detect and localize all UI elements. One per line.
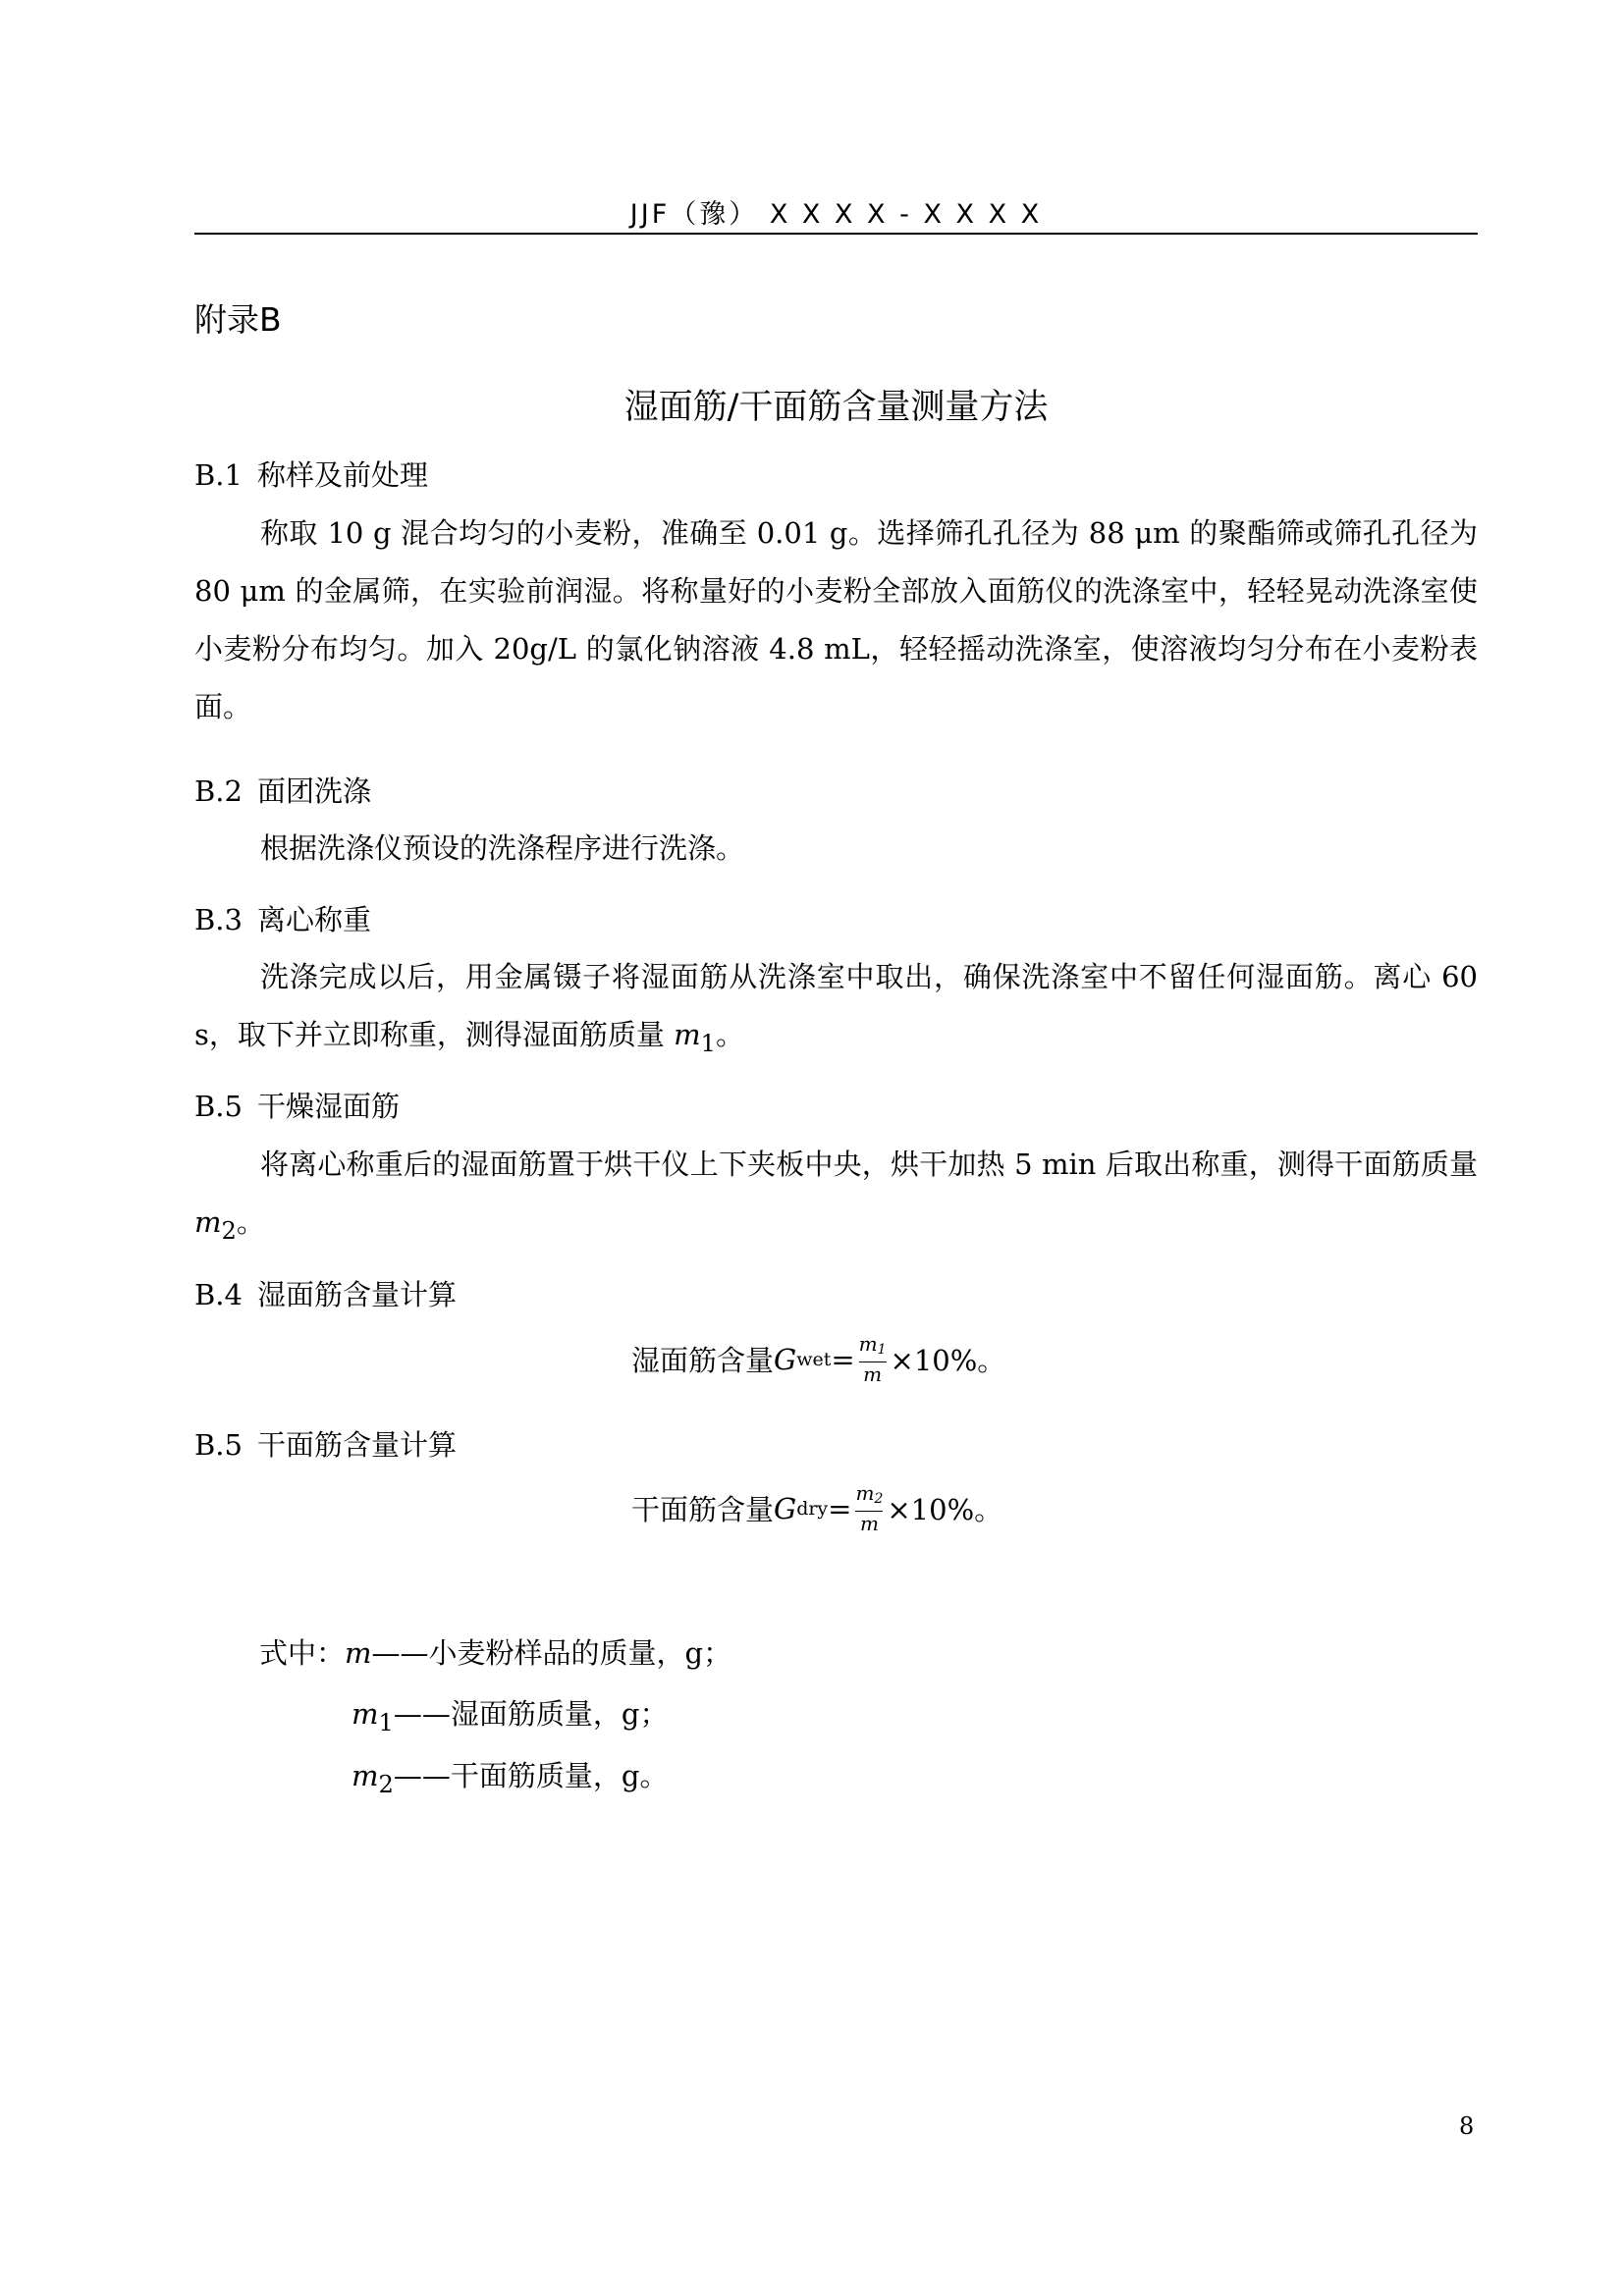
formula-label: 湿面筋含量 — [631, 1344, 775, 1377]
running-header: JJF（豫） X X X X - X X X X — [629, 199, 1043, 230]
legend-description: ——小麦粉样品的质量，g； — [371, 1636, 732, 1670]
paragraph-end: 。 — [715, 1018, 744, 1051]
fraction-denominator: m — [859, 1512, 879, 1535]
header-rule — [194, 233, 1478, 235]
variable-symbol: m — [194, 1205, 222, 1239]
fraction — [855, 1482, 883, 1534]
formula-label: 干面筋含量 — [631, 1493, 775, 1526]
legend-description: ——湿面筋质量，g； — [393, 1697, 669, 1731]
formula-subscript: dry — [796, 1497, 829, 1520]
page-title: 湿面筋/干面筋含量测量方法 — [623, 388, 1049, 427]
formula-symbol: G — [774, 1342, 797, 1376]
paragraph-text: 将离心称重后的湿面筋置于烘干仪上下夹板中央，烘干加热 5 min 后取出称重，测得干面筋质量 — [260, 1148, 1478, 1181]
legend-symbol: m — [352, 1697, 379, 1731]
section-number: B.5 — [194, 1090, 243, 1123]
paragraph-end: 。 — [236, 1205, 265, 1239]
formula-subscript: wet — [796, 1348, 832, 1370]
numerator-symbol: m — [855, 1481, 875, 1505]
section-number: B.2 — [194, 774, 243, 808]
section-heading-b4 — [194, 1273, 457, 1313]
paragraph-b3 — [194, 948, 1478, 1073]
section-number: B.4 — [194, 1278, 243, 1311]
legend-line-m — [259, 1631, 731, 1672]
section-title: 干面筋含量计算 — [257, 1428, 458, 1462]
fraction-numerator — [859, 1333, 887, 1361]
section-heading-b2 — [194, 770, 371, 810]
numerator-symbol: m — [858, 1332, 878, 1356]
equals-sign: = — [831, 1342, 855, 1376]
section-heading-b5-drying — [194, 1085, 400, 1125]
paragraph-b2: 根据洗涤仪预设的洗涤程序进行洗涤。 — [260, 831, 745, 865]
legend-symbol: m — [352, 1759, 379, 1792]
fraction-numerator — [855, 1482, 883, 1510]
section-heading-b5-calc — [194, 1423, 457, 1464]
variable-subscript: 1 — [700, 1029, 716, 1057]
paragraph-b1: 称取 10 g 混合均匀的小麦粉，准确至 0.01 g。选择筛孔孔径为 88 μm 的聚酯筛或筛孔孔径为 80 μm 的金属筛，在实验前润湿。将称量好的小麦粉全部放入面筋仪的洗涤室中，轻轻晃动洗涤室使小麦粉分布均匀。加入 20g/L 的氯化钠溶液 4.8 mL，轻轻摇动洗涤室，使溶液均匀分布在小麦粉表面。 — [194, 516, 1478, 723]
equals-sign: = — [828, 1491, 852, 1525]
legend-line-m1 — [352, 1692, 668, 1736]
section-number: B.3 — [194, 903, 243, 936]
numerator-subscript: 2 — [874, 1491, 884, 1507]
legend-subscript: 1 — [378, 1708, 394, 1736]
appendix-label: 附录B — [194, 300, 282, 339]
section-title: 湿面筋含量计算 — [257, 1278, 458, 1311]
fraction-denominator: m — [863, 1362, 883, 1386]
variable-subscript: 2 — [221, 1216, 237, 1245]
section-title: 面团洗涤 — [257, 774, 372, 808]
numerator-subscript: 1 — [877, 1342, 887, 1358]
page-number: 8 — [1459, 2112, 1475, 2140]
paragraph-text: 洗涤完成以后，用金属镊子将湿面筋从洗涤室中取出，确保洗涤室中不留任何湿面筋。离心 60 s，取下并立即称重，测得湿面筋质量 — [194, 960, 1478, 1051]
section-title: 离心称重 — [257, 903, 372, 936]
legend-symbol: m — [345, 1636, 372, 1670]
legend-description: ——干面筋质量，g。 — [393, 1759, 669, 1792]
section-heading-b1 — [194, 454, 428, 494]
variable-symbol: m — [674, 1018, 701, 1051]
legend-subscript: 2 — [378, 1770, 394, 1798]
formula-dry-gluten — [631, 1482, 1002, 1534]
legend-prefix: 式中： — [259, 1636, 346, 1670]
section-number: B.1 — [194, 458, 243, 492]
fraction — [859, 1333, 887, 1385]
section-heading-b3 — [194, 898, 371, 938]
section-title: 干燥湿面筋 — [257, 1090, 401, 1123]
formula-symbol: G — [774, 1491, 797, 1525]
paragraph-b5-drying — [194, 1136, 1478, 1260]
formula-wet-gluten — [631, 1333, 1005, 1385]
section-number: B.5 — [194, 1428, 243, 1462]
formula-tail: ×10%。 — [890, 1344, 1006, 1377]
formula-tail: ×10%。 — [887, 1493, 1003, 1526]
section-title: 称样及前处理 — [257, 458, 429, 492]
legend-line-m2 — [352, 1754, 668, 1798]
